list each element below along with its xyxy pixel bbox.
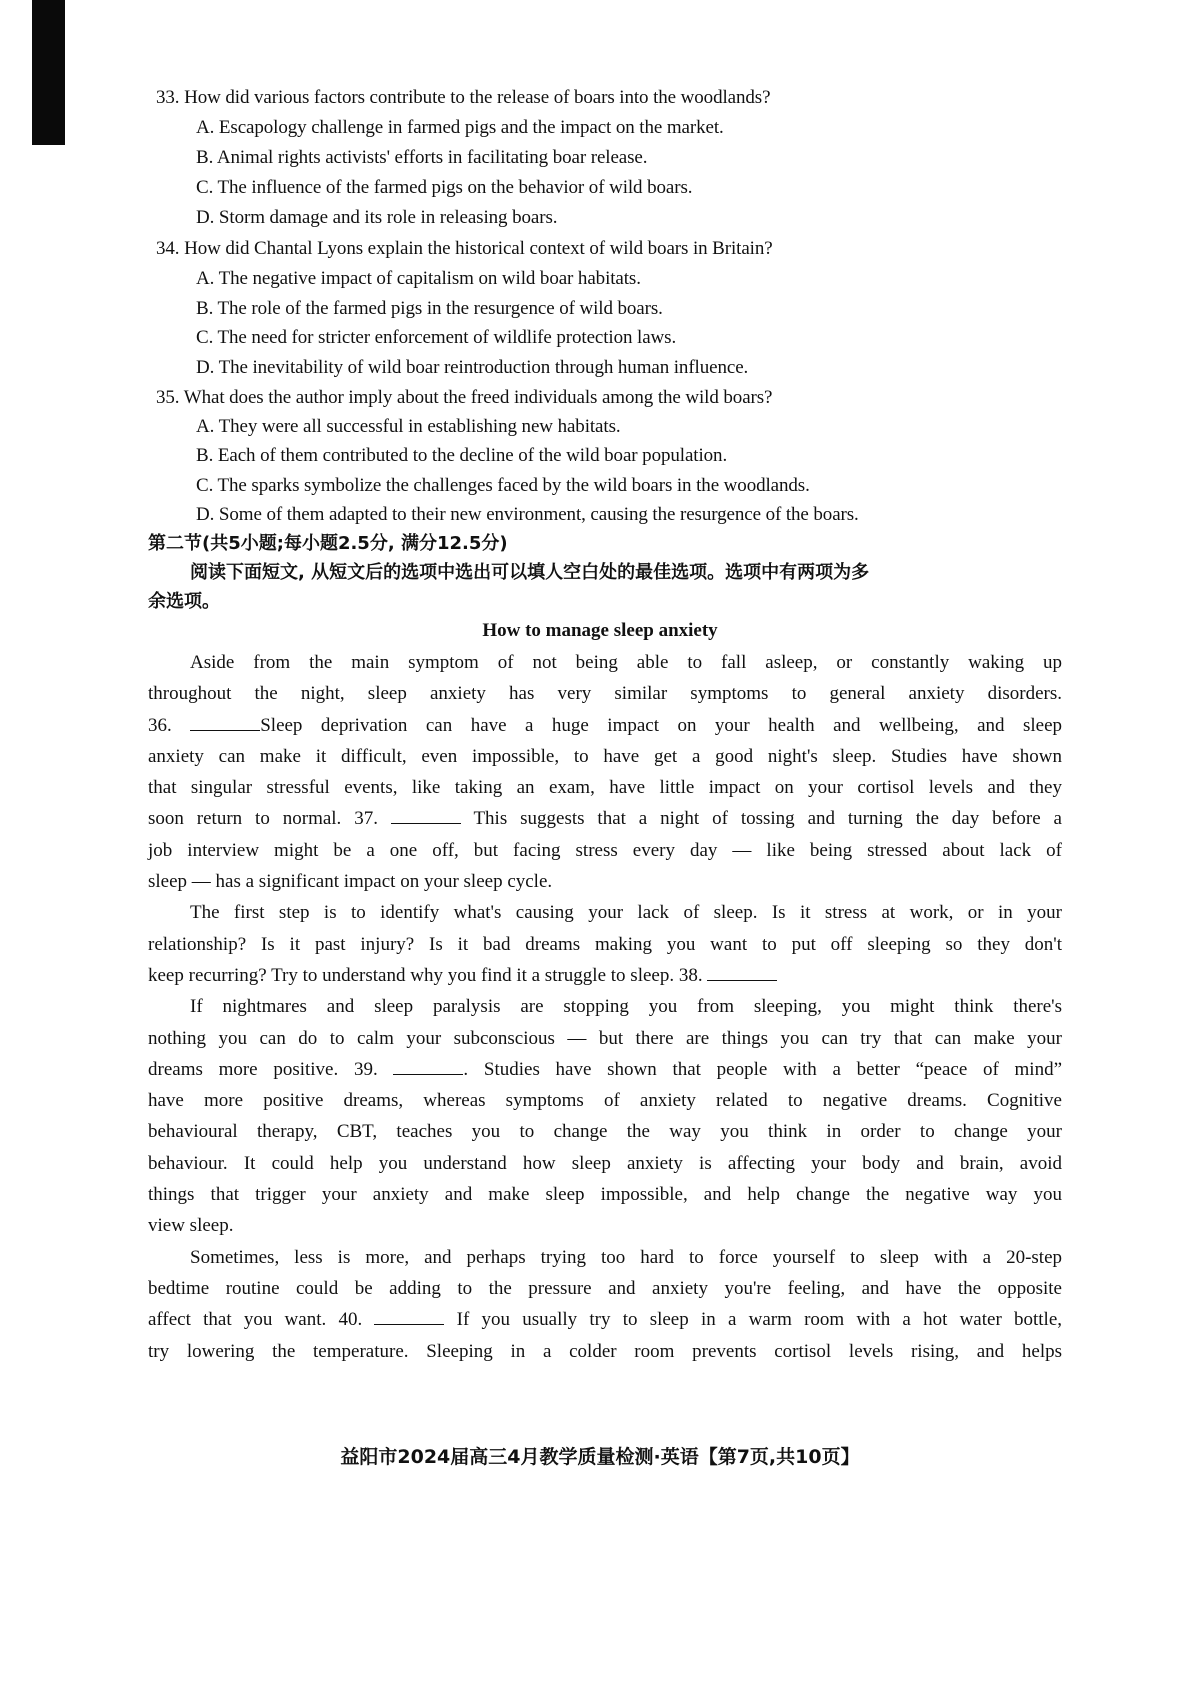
- passage-line: view sleep.: [148, 1215, 234, 1237]
- section-heading: 第二节(共5小题;每小题2.5分, 满分12.5分): [148, 533, 508, 554]
- question-35-option-c: C. The sparks symbolize the challenges faced by the wild boars in the woodlands.: [196, 475, 810, 496]
- question-34-option-c: C. The need for stricter enforcement of wildlife protection laws.: [196, 327, 677, 348]
- question-34-option-a: A. The negative impact of capitalism on wild boar habitats.: [196, 268, 641, 289]
- question-35-option-a: A. They were all successful in establishing new habitats.: [196, 416, 621, 437]
- answer-blank-36[interactable]: [190, 716, 260, 731]
- passage-text: keep recurring? Try to understand why you find it a struggle to sleep. 38.: [148, 964, 703, 986]
- question-35-stem: 35. What does the author imply about the freed individuals among the wild boars?: [156, 387, 773, 408]
- section-instruction-cont: 余选项。: [148, 591, 220, 612]
- question-34-option-b: B. The role of the farmed pigs in the resurgence of wild boars.: [196, 298, 663, 319]
- passage-line: Sometimes, less is more, and perhaps trying too hard to force yourself to sleep with a 20-step: [190, 1246, 1062, 1268]
- question-33-option-d: D. Storm damage and its role in releasing boars.: [196, 207, 558, 228]
- passage-text: soon return to normal. 37.: [148, 808, 378, 830]
- passage-text: . Studies have shown that people with a better “peace of mind”: [463, 1058, 1063, 1080]
- passage-line: try lowering the temperature. Sleeping in a colder room prevents cortisol levels rising, and helps: [148, 1340, 1062, 1362]
- answer-blank-37[interactable]: [391, 809, 461, 824]
- passage-line: sleep — has a significant impact on your sleep cycle.: [148, 871, 553, 893]
- question-35-option-b: B. Each of them contributed to the decline of the wild boar population.: [196, 445, 728, 466]
- passage-line: bedtime routine could be adding to the pressure and anxiety you're feeling, and have the opposite: [148, 1277, 1062, 1299]
- section-instruction: 阅读下面短文, 从短文后的选项中选出可以填人空白处的最佳选项。选项中有两项为多: [190, 562, 870, 583]
- passage-line: [148, 803, 1062, 834]
- passage-text: dreams more positive. 39.: [148, 1058, 378, 1080]
- question-34-stem: 34. How did Chantal Lyons explain the historical context of wild boars in Britain?: [156, 238, 773, 259]
- passage-line: throughout the night, sleep anxiety has very similar symptoms to general anxiety disorders.: [148, 683, 1062, 705]
- passage-line: [148, 1304, 1062, 1335]
- page-footer: 益阳市2024届高三4月教学质量检测·英语【第7页,共10页】: [340, 1446, 860, 1468]
- passage-body: [148, 647, 1062, 1367]
- passage-line: relationship? Is it past injury? Is it bad dreams making you want to put off sleeping so they don't: [148, 933, 1062, 955]
- question-33-option-a: A. Escapology challenge in farmed pigs and the impact on the market.: [196, 117, 724, 138]
- passage-line: [148, 1054, 1062, 1085]
- scan-edge-bar: [32, 0, 65, 145]
- answer-blank-40[interactable]: [374, 1310, 444, 1325]
- answer-blank-39[interactable]: [393, 1060, 463, 1075]
- passage-line: If nightmares and sleep paralysis are stopping you from sleeping, you might think there's: [190, 996, 1062, 1018]
- passage-line: Aside from the main symptom of not being able to fall asleep, or constantly waking up: [190, 652, 1062, 673]
- question-33-stem: 33. How did various factors contribute to the release of boars into the woodlands?: [156, 87, 771, 108]
- passage-line: have more positive dreams, whereas symptoms of anxiety related to negative dreams. Cognitive: [148, 1090, 1062, 1112]
- passage-line: [148, 960, 1062, 991]
- passage-line: behaviour. It could help you understand how sleep anxiety is affecting your body and brain, avoid: [148, 1152, 1062, 1174]
- passage-text: If you usually try to sleep in a warm room with a hot water bottle,: [456, 1309, 1063, 1331]
- passage-line: [148, 710, 1062, 741]
- question-33-option-b: B. Animal rights activists' efforts in facilitating boar release.: [196, 147, 648, 168]
- question-34-option-d: D. The inevitability of wild boar reintroduction through human influence.: [196, 357, 749, 378]
- passage-line: behavioural therapy, CBT, teaches you to change the way you think in order to change your: [148, 1121, 1062, 1143]
- passage-line: The first step is to identify what's causing your lack of sleep. Is it stress at work, or in your: [190, 902, 1062, 924]
- passage-text: Sleep deprivation can have a huge impact on your health and wellbeing, and sleep: [260, 714, 1063, 736]
- passage-title: How to manage sleep anxiety: [482, 620, 718, 641]
- answer-blank-38[interactable]: [707, 966, 777, 981]
- passage-line: that singular stressful events, like taking an exam, have little impact on your cortisol levels and they: [148, 777, 1062, 799]
- passage-text: affect that you want. 40.: [148, 1309, 363, 1331]
- passage-text: This suggests that a night of tossing and turning the day before a: [473, 808, 1062, 830]
- passage-line: job interview might be a one off, but facing stress every day — like being stressed about lack of: [148, 839, 1062, 861]
- question-33-option-c: C. The influence of the farmed pigs on the behavior of wild boars.: [196, 177, 693, 198]
- blank-number: 36.: [148, 714, 172, 736]
- passage-line: things that trigger your anxiety and make sleep impossible, and help change the negative way you: [148, 1184, 1062, 1206]
- question-35-option-d: D. Some of them adapted to their new environment, causing the resurgence of the boars.: [196, 504, 859, 525]
- passage-line: nothing you can do to calm your subconscious — but there are things you can try that can make your: [148, 1027, 1062, 1049]
- passage-line: anxiety can make it difficult, even impossible, to have get a good night's sleep. Studies have shown: [148, 745, 1062, 767]
